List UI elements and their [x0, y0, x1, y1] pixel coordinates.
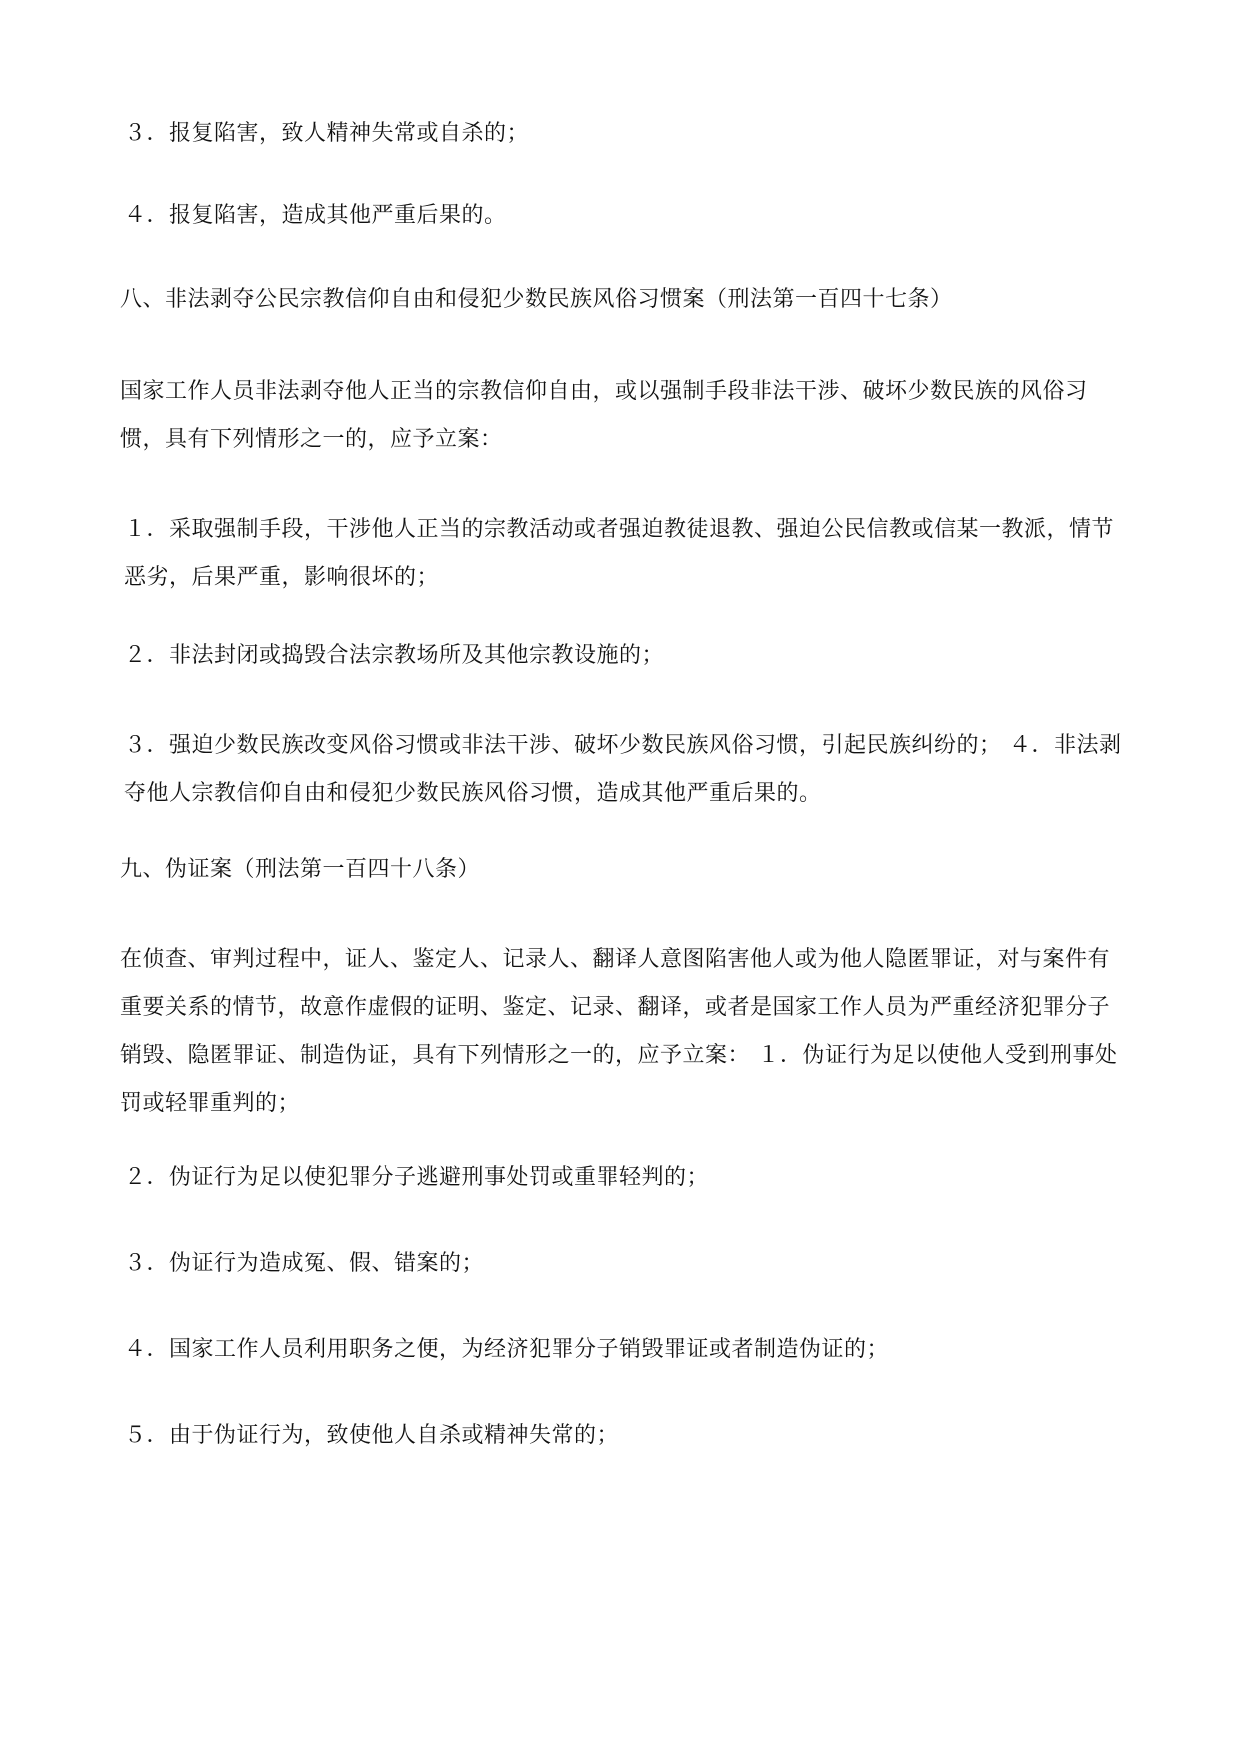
- list-item: ３．强迫少数民族改变风俗习惯或非法干涉、破坏少数民族风俗习惯，引起民族纠纷的； ４．非法剥夺他人宗教信仰自由和侵犯少数民族风俗习惯，造成其他严重后果的。: [124, 733, 1122, 806]
- list-item: ４．国家工作人员利用职务之便，为经济犯罪分子销毁罪证或者制造伪证的；: [124, 1337, 890, 1362]
- list-item: ２．非法封闭或捣毁合法宗教场所及其他宗教设施的；: [124, 643, 665, 668]
- list-item: ３．报复陷害，致人精神失常或自杀的；: [124, 121, 530, 146]
- section-heading: 九、伪证案（刑法第一百四十八条）: [120, 857, 481, 882]
- section-heading: 八、非法剥夺公民宗教信仰自由和侵犯少数民族风俗习惯案（刑法第一百四十七条）: [120, 287, 953, 312]
- paragraph: 在侦查、审判过程中，证人、鉴定人、记录人、翻译人意图陷害他人或为他人隐匿罪证，对与案件有重要关系的情节，故意作虚假的证明、鉴定、记录、翻译，或者是国家工作人员为严重经济犯罪分子销毁、隐匿罪证、制造伪证，具有下列情形之一的，应予立案： １．伪证行为足以使他人受到刑事处罚或轻罪重判的；: [120, 947, 1118, 1116]
- list-item: １．采取强制手段，干涉他人正当的宗教活动或者强迫教徒退教、强迫公民信教或信某一教派，情节恶劣，后果严重，影响很坏的；: [124, 517, 1115, 590]
- paragraph: 国家工作人员非法剥夺他人正当的宗教信仰自由，或以强制手段非法干涉、破坏少数民族的风俗习惯，具有下列情形之一的，应予立案：: [120, 379, 1088, 452]
- list-item: ５．由于伪证行为，致使他人自杀或精神失常的；: [124, 1423, 620, 1448]
- list-item: ３．伪证行为造成冤、假、错案的；: [124, 1251, 485, 1276]
- list-item: ２．伪证行为足以使犯罪分子逃避刑事处罚或重罪轻判的；: [124, 1165, 710, 1190]
- list-item: ４．报复陷害，造成其他严重后果的。: [124, 203, 507, 228]
